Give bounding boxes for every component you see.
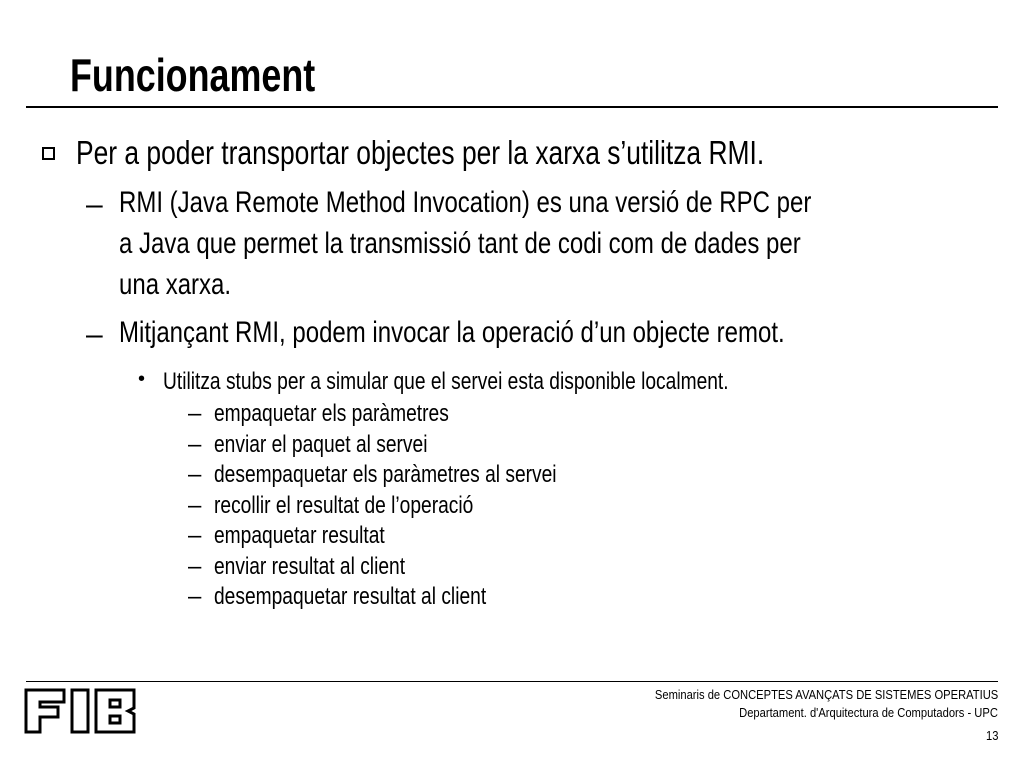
dash-marker: – [188, 461, 202, 488]
sub-item-line: a Java que permet la transmissió tant de codi com de dades per [119, 227, 801, 260]
dash-marker: – [188, 522, 202, 549]
dash-marker: – [188, 400, 202, 427]
dash-marker: – [188, 583, 202, 610]
title-divider [26, 106, 998, 108]
sub-item-line: RMI (Java Remote Method Invocation) es una versió de RPC per [119, 186, 812, 219]
footer-divider [26, 681, 998, 682]
page-number: 13 [985, 728, 998, 743]
dash-marker: – [188, 430, 202, 458]
dash-marker: – [188, 552, 202, 580]
dash-marker: – [86, 188, 103, 221]
sub-item-line: Mitjançant RMI, podem invocar la operació d’un objecte remot. [119, 316, 785, 349]
dash-marker: – [188, 491, 202, 519]
step-item: enviar el paquet al servei [214, 430, 428, 458]
footer-department: Departament. d'Arquitectura de Computadors - UPC [739, 705, 998, 720]
step-item: empaquetar els paràmetres [214, 400, 449, 427]
step-item: desempaquetar els paràmetres al servei [214, 461, 557, 488]
dash-marker: – [86, 318, 103, 351]
step-item: recollir el resultat de l’operació [214, 491, 474, 519]
main-bullet-text: Per a poder transportar objectes per la xarxa s’utilitza RMI. [76, 134, 765, 171]
square-bullet-icon [42, 147, 55, 160]
fib-logo-icon [24, 688, 140, 734]
step-item: desempaquetar resultat al client [214, 583, 487, 610]
sub-item-line: una xarxa. [119, 268, 232, 301]
slide-title: Funcionament [70, 49, 316, 101]
dot-bullet-icon: • [138, 368, 146, 390]
footer-course: Seminaris de CONCEPTES AVANÇATS DE SISTEMES OPERATIUS [654, 687, 998, 702]
step-item: enviar resultat al client [214, 552, 406, 580]
step-item: empaquetar resultat [214, 522, 385, 549]
stubs-text: Utilitza stubs per a simular que el servei esta disponible localment. [163, 368, 729, 395]
